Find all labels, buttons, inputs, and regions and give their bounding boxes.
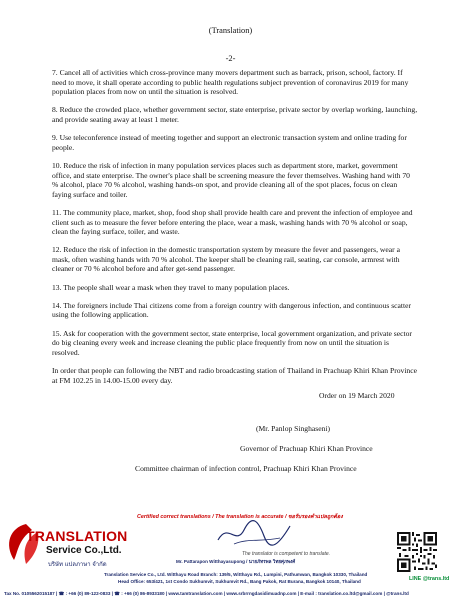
certification-line: Certified correct translations / The translation is accurate / ขอรับรองคำแปลถูกต้อง (137, 514, 343, 520)
translator-name: Mr. Pattarapon Witthayasupong / นายภัทรพล วิทยศุภพงศ์ (176, 559, 296, 564)
company-branch-address: Translation Service Co., Ltd. Witthayu Road Branch: 139/5, Witthayu Rd., Lumpini, Pathumwan, Bangkok 10330, Thailand (104, 572, 368, 577)
paragraph-11: 11. The community place, market, shop, food shop shall provide health care and prevent the infection of employee and client such as to measure the fever before entering the place, wear a mask, washing hands with 70 % alcohol or soap, clean the faying surface, toiler, and waste. (52, 207, 413, 237)
paragraph-9: 9. Use teleconference instead of meeting together and support an electronic transaction system and online trading for people. (52, 133, 407, 152)
line-contact-label: LINE @trans.ltd (409, 576, 450, 582)
signatory-name: (Mr. Panlop Singhaseni) (256, 424, 331, 433)
paragraph-12: 12. Reduce the risk of infection in the domestic transportation system by measure the fever and passengers, wear a mask, often washing hands with 70 % alcohol. The keeper shall be cleaning rail, seating, car console, armrest with cleaner or 70 % alcohol before and after get-send passenger. (52, 245, 400, 274)
logo-word-service: Service Co.,Ltd. (46, 545, 122, 556)
paragraph-13: 13. The people shall wear a mask when they travel to many population places. (52, 282, 290, 292)
company-logo (4, 520, 126, 584)
logo-word-translation: TRANSLATION (26, 528, 128, 544)
order-date: Order on 19 March 2020 (319, 391, 395, 400)
paragraph-8: 8. Reduce the crowded place, whether government sector, state enterprise, private sector by overlap working, launching, and provide seating away at least 1 meter. (52, 105, 418, 124)
paragraph-10: 10. Reduce the risk of infection in many population services places such as department store, market, government office, and state enterprise. The owner's place shall be screening measure the fever themselves. Washing hand with 70 % alcohol, place 70 % alcohol, washing hands-on spot, and provide cleaning all of the spot places, focus on clean faying surface and toiler. (52, 160, 410, 199)
signature-scribble-icon (214, 518, 294, 550)
paragraph-15: 15. Ask for cooperation with the government sector, state enterprise, local government organization, and private sector do big cleaning every week and increase cleaning the public place frequently from now on until the situation is resolved. (52, 328, 412, 357)
translator-competent: The translator is competent to translate. (241, 551, 331, 557)
paragraph-7: 7. Cancel all of activities which cross-province many movers department such as barrack, prison, school, factory. If need to move, it shall operate according to public health regulations subject prevention of coronavirus 2019 for many population places from now on until the situation is resolved. (52, 68, 409, 97)
signatory-title-committee: Committee chairman of infection control, Prachuap Khiri Khan Province (135, 464, 357, 473)
document-body (52, 68, 418, 394)
page-number: -2- (225, 54, 236, 63)
contact-bar: Tax No. 0105562015187 | ☎ : +66 (0) 89-122-0833 | ☎ : +66 (0) 86-8933180 | www.tamtranslation.com | www.srbrrngdasidimuadnp.com | E-mail : translation.co.ltd@gmail.com | @trans.ltd (4, 591, 409, 596)
head-office-address: Head Office: 653/421, 1st Condo Sukhumvit, Sukhumvit Rd., Bang Pakok, Rat Burana, Bangkok 10140, Thailand (118, 579, 361, 584)
logo-thai-name: บริษัท แปลภาษา จำกัด (48, 562, 107, 568)
translation-label: (Translation) (208, 26, 253, 35)
signatory-title-governor: Governor of Prachuap Khiri Khan Province (240, 444, 373, 453)
qr-code-icon (397, 532, 437, 572)
closing-paragraph: In order that people can following the NBT and radio broadcasting station of Thailand in Prachuap Khiri Khan Province at FM 102.25 in 14.00-15.00 every day. (52, 366, 417, 385)
paragraph-14: 14. The foreigners include Thai citizens come from a foreign country with dangerous infection, and continuous scatter using the following application. (52, 300, 412, 320)
